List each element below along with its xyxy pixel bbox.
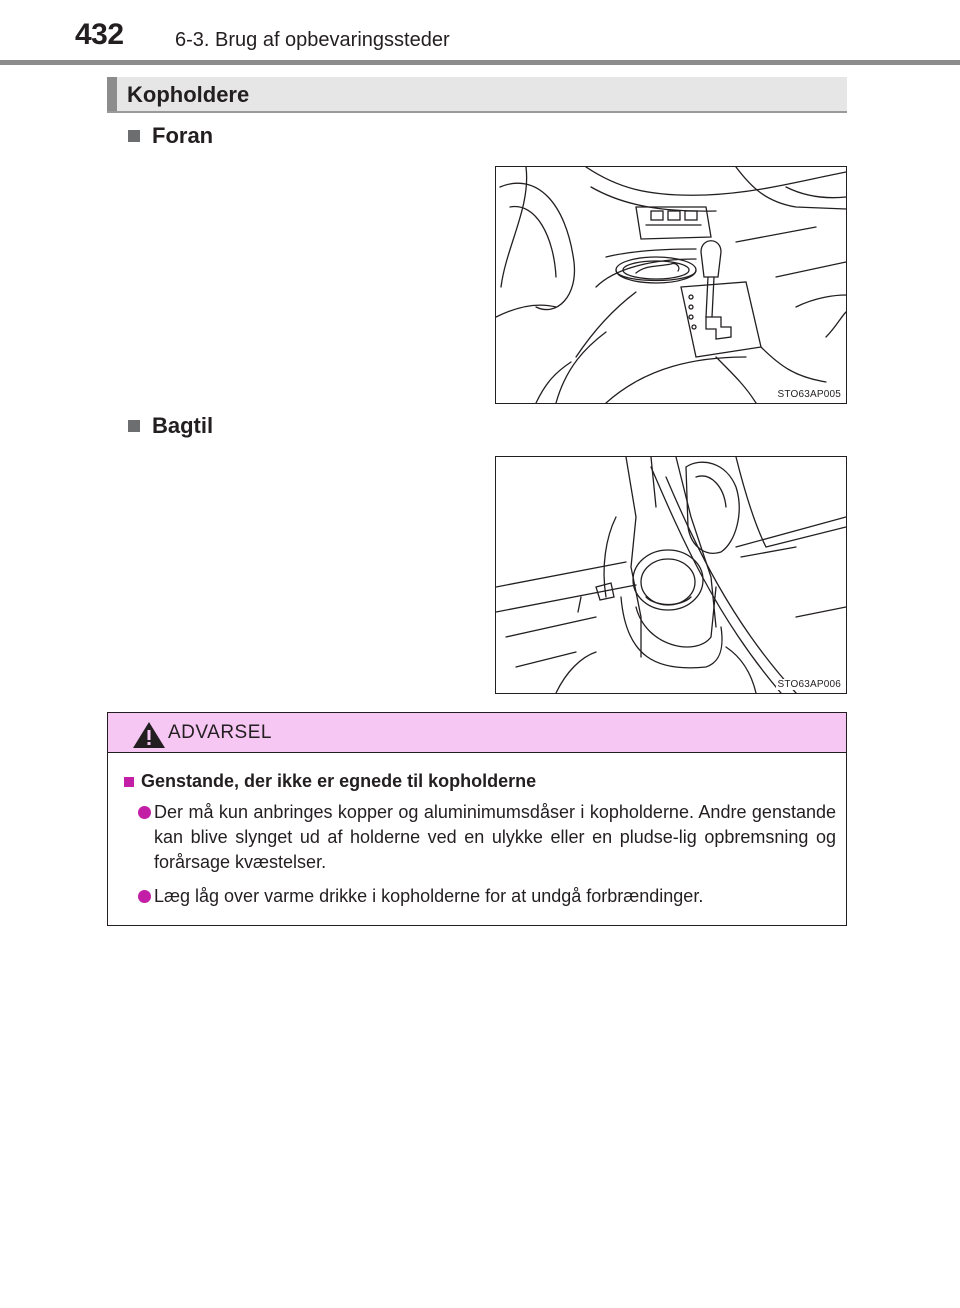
chapter-title: 6-3. Brug af opbevaringssteder xyxy=(175,29,450,51)
header-rule xyxy=(0,60,960,65)
warning-item-text: Læg låg over varme drikke i kopholderne for at undgå forbrændinger. xyxy=(154,886,704,906)
front-cupholder-illustration xyxy=(495,166,847,404)
subheading-front xyxy=(128,123,213,149)
square-bullet-icon xyxy=(124,777,134,787)
warning-triangle-icon xyxy=(131,720,167,750)
circle-bullet-icon xyxy=(138,806,151,819)
illustration-code-front: STO63AP005 xyxy=(777,389,841,400)
warning-box xyxy=(107,712,847,926)
section-bar-accent xyxy=(107,77,117,111)
subheading-rear xyxy=(128,413,213,439)
warning-header xyxy=(108,713,846,753)
warning-heading-text: Genstande, der ikke er egnede til kopholderne xyxy=(141,771,537,791)
subheading-front-label: Foran xyxy=(152,123,214,148)
warning-item-text: Der må kun anbringes kopper og aluminimumsdåser i kopholderne. Andre genstande kan blive slynget ud af holderne ved en ulykke eller en pludse-lig opbremsning og forårsage kvæstelser. xyxy=(154,802,836,872)
illustration-code-rear: STO63AP006 xyxy=(777,679,841,690)
square-bullet-icon xyxy=(128,420,140,432)
page-number: 432 xyxy=(75,18,124,51)
section-bar xyxy=(107,77,847,113)
section-title: Kopholdere xyxy=(127,82,250,107)
warning-item xyxy=(124,884,836,909)
warning-list xyxy=(124,800,836,909)
warning-item xyxy=(124,800,836,875)
rear-cupholder-illustration xyxy=(495,456,847,694)
warning-heading xyxy=(124,771,836,792)
warning-label: ADVARSEL xyxy=(168,722,272,743)
square-bullet-icon xyxy=(128,130,140,142)
subheading-rear-label: Bagtil xyxy=(152,413,214,438)
warning-body xyxy=(108,753,846,909)
circle-bullet-icon xyxy=(138,890,151,903)
